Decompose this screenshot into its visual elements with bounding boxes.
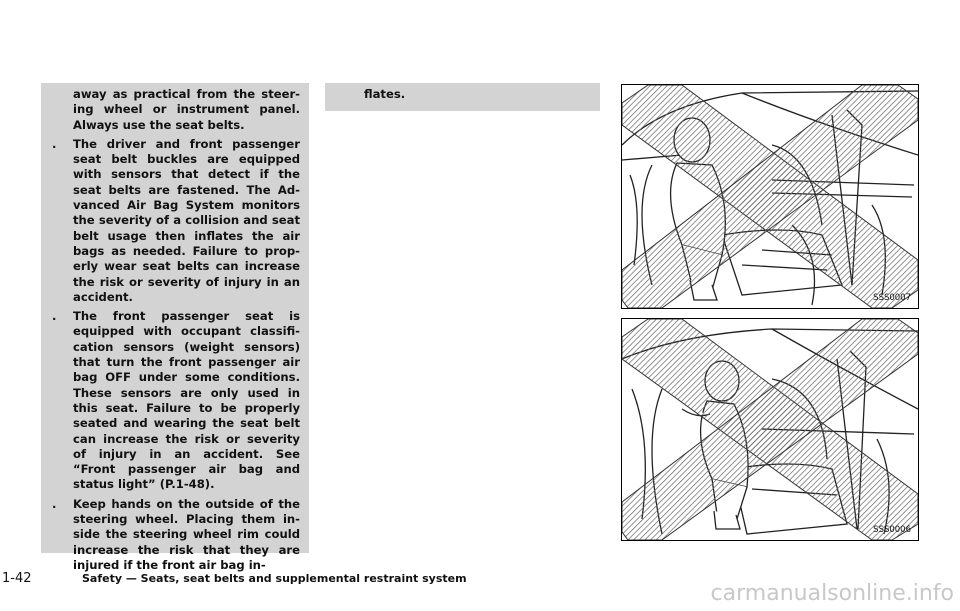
running-title: Safety — Seats, seat belts and supplemental restraint system bbox=[82, 572, 467, 585]
crossed-out-illustration-icon bbox=[622, 319, 918, 540]
warning-bullet-1: . The driver and front passenger seat belt buckles are equipped with sensors that detect if the seat belts are fastened. The Ad-vanced Air Bag System monitors the severity of a collision and seat belt usage then inflates the air bags as needed. Failure to prop-erly wear seat belts can increase the risk or severity of injury in an accident. bbox=[52, 136, 300, 304]
figure-code: SSS0007 bbox=[873, 293, 911, 303]
page-number: 1-42 bbox=[2, 571, 32, 586]
crossed-out-illustration-icon bbox=[622, 85, 918, 308]
warning-bullet-3: . Keep hands on the outside of the steering wheel. Placing them in-side the steering wheel rim could increase the risk that they are injured if the front air bag in- bbox=[52, 496, 300, 572]
warning-text-column bbox=[52, 87, 300, 573]
bullet-marker: . bbox=[52, 136, 57, 151]
figure-improper-seating-2 bbox=[621, 318, 919, 541]
warning-continuation-text: flates. bbox=[364, 87, 406, 101]
bullet-marker: . bbox=[52, 496, 57, 511]
figure-improper-seating-1 bbox=[621, 84, 919, 309]
watermark: carmanualsonline.info bbox=[710, 581, 954, 606]
warning-continuation: away as practical from the steer-ing wheel or instrument panel. Always use the seat belts. bbox=[73, 87, 300, 132]
warning-bullet-2: . The front passenger seat is equipped with occupant classifi-cation sensors (weight sensors) that turn the front passenger air bag OFF under some conditions. These sensors are only used in this seat. Failure to be properly seated and wearing the seat belt can increase the risk or severity of injury in an accident. See “Front passenger air bag and status light” (P.1-48). bbox=[52, 309, 300, 492]
figure-code: SSS0006 bbox=[873, 525, 911, 535]
bullet-marker: . bbox=[52, 309, 57, 324]
